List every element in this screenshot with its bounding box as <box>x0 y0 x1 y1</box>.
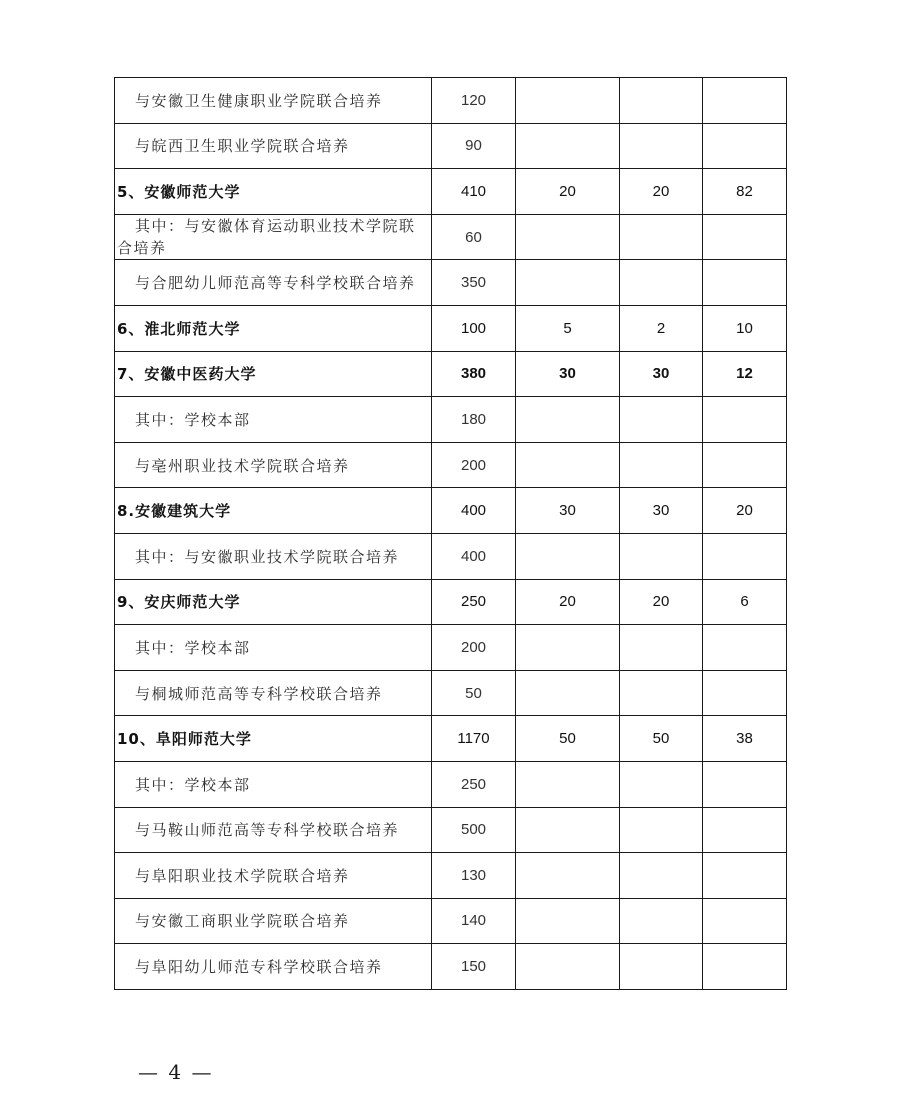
quota-col-2-cell: 30 <box>516 351 620 397</box>
page-number: — 4 — <box>138 1060 214 1084</box>
sub-row <box>115 944 787 990</box>
sub-row <box>115 761 787 807</box>
quota-col-3-cell: 20 <box>620 579 703 625</box>
quota-col-3-cell <box>620 807 703 853</box>
institution-name: 与亳州职业技术学院联合培养 <box>115 442 432 488</box>
quota-col-3-cell: 20 <box>620 169 703 215</box>
quota-col-3-cell <box>620 260 703 306</box>
quota-col-3-cell <box>620 214 703 260</box>
sub-row <box>115 214 787 260</box>
quota-col-4-cell: 20 <box>703 488 787 534</box>
institution-name: 9、安庆师范大学 <box>115 579 432 625</box>
total-quota-cell: 380 <box>432 351 516 397</box>
total-quota-cell: 410 <box>432 169 516 215</box>
quota-col-3-cell <box>620 78 703 124</box>
quota-col-4-cell <box>703 898 787 944</box>
quota-col-3-cell: 2 <box>620 305 703 351</box>
quota-col-3-cell <box>620 533 703 579</box>
institution-name: 与阜阳幼儿师范专科学校联合培养 <box>115 944 432 990</box>
total-quota-cell: 130 <box>432 853 516 899</box>
institution-name: 其中：与安徽体育运动职业技术学院联合培养 <box>115 214 432 260</box>
total-quota-cell: 100 <box>432 305 516 351</box>
total-quota-cell: 500 <box>432 807 516 853</box>
quota-col-4-cell <box>703 78 787 124</box>
total-quota-cell: 250 <box>432 761 516 807</box>
quota-col-2-cell <box>516 260 620 306</box>
enrollment-quota-table <box>114 77 787 990</box>
institution-name: 与皖西卫生职业学院联合培养 <box>115 123 432 169</box>
quota-col-2-cell <box>516 807 620 853</box>
sub-row <box>115 397 787 443</box>
quota-col-2-cell <box>516 533 620 579</box>
quota-col-3-cell: 30 <box>620 488 703 534</box>
total-quota-cell: 180 <box>432 397 516 443</box>
institution-name: 与马鞍山师范高等专科学校联合培养 <box>115 807 432 853</box>
institution-name: 其中：学校本部 <box>115 625 432 671</box>
university-row <box>115 305 787 351</box>
total-quota-cell: 60 <box>432 214 516 260</box>
institution-name: 其中：学校本部 <box>115 397 432 443</box>
quota-col-2-cell <box>516 944 620 990</box>
university-row <box>115 169 787 215</box>
sub-row <box>115 260 787 306</box>
sub-row <box>115 898 787 944</box>
sub-row <box>115 123 787 169</box>
quota-col-4-cell: 12 <box>703 351 787 397</box>
total-quota-cell: 200 <box>432 625 516 671</box>
quota-col-3-cell <box>620 670 703 716</box>
total-quota-cell: 50 <box>432 670 516 716</box>
table-body <box>115 78 787 990</box>
total-quota-cell: 200 <box>432 442 516 488</box>
quota-col-2-cell <box>516 78 620 124</box>
quota-col-4-cell <box>703 761 787 807</box>
quota-col-3-cell <box>620 442 703 488</box>
quota-col-2-cell <box>516 397 620 443</box>
total-quota-cell: 140 <box>432 898 516 944</box>
quota-col-2-cell: 30 <box>516 488 620 534</box>
quota-col-2-cell: 20 <box>516 579 620 625</box>
quota-col-4-cell <box>703 260 787 306</box>
total-quota-cell: 1170 <box>432 716 516 762</box>
quota-col-4-cell <box>703 442 787 488</box>
institution-name: 5、安徽师范大学 <box>115 169 432 215</box>
quota-col-4-cell <box>703 944 787 990</box>
university-row <box>115 488 787 534</box>
quota-col-4-cell <box>703 625 787 671</box>
quota-col-3-cell <box>620 944 703 990</box>
quota-col-4-cell: 82 <box>703 169 787 215</box>
quota-col-4-cell <box>703 670 787 716</box>
quota-col-3-cell <box>620 853 703 899</box>
sub-row <box>115 670 787 716</box>
total-quota-cell: 250 <box>432 579 516 625</box>
institution-name: 6、淮北师范大学 <box>115 305 432 351</box>
quota-col-2-cell <box>516 761 620 807</box>
quota-col-3-cell <box>620 123 703 169</box>
quota-col-3-cell <box>620 898 703 944</box>
institution-name: 与合肥幼儿师范高等专科学校联合培养 <box>115 260 432 306</box>
quota-col-4-cell: 38 <box>703 716 787 762</box>
quota-col-4-cell <box>703 533 787 579</box>
quota-col-4-cell <box>703 853 787 899</box>
quota-col-2-cell: 20 <box>516 169 620 215</box>
university-row <box>115 716 787 762</box>
quota-col-2-cell <box>516 214 620 260</box>
quota-col-3-cell: 30 <box>620 351 703 397</box>
quota-col-2-cell <box>516 625 620 671</box>
total-quota-cell: 400 <box>432 488 516 534</box>
institution-name: 其中：与安徽职业技术学院联合培养 <box>115 533 432 579</box>
sub-row <box>115 807 787 853</box>
quota-col-3-cell <box>620 761 703 807</box>
sub-row <box>115 442 787 488</box>
university-row <box>115 579 787 625</box>
quota-col-4-cell <box>703 214 787 260</box>
quota-col-3-cell <box>620 397 703 443</box>
sub-row <box>115 625 787 671</box>
quota-col-4-cell <box>703 807 787 853</box>
quota-col-4-cell: 6 <box>703 579 787 625</box>
total-quota-cell: 120 <box>432 78 516 124</box>
quota-col-2-cell: 50 <box>516 716 620 762</box>
quota-col-4-cell <box>703 123 787 169</box>
institution-name: 其中：学校本部 <box>115 761 432 807</box>
quota-col-4-cell: 10 <box>703 305 787 351</box>
quota-col-3-cell <box>620 625 703 671</box>
quota-col-2-cell <box>516 670 620 716</box>
total-quota-cell: 90 <box>432 123 516 169</box>
university-row <box>115 351 787 397</box>
quota-col-2-cell <box>516 853 620 899</box>
total-quota-cell: 400 <box>432 533 516 579</box>
quota-col-2-cell: 5 <box>516 305 620 351</box>
institution-name: 与桐城师范高等专科学校联合培养 <box>115 670 432 716</box>
quota-col-2-cell <box>516 442 620 488</box>
sub-row <box>115 78 787 124</box>
institution-name: 10、阜阳师范大学 <box>115 716 432 762</box>
institution-name: 与阜阳职业技术学院联合培养 <box>115 853 432 899</box>
quota-col-2-cell <box>516 898 620 944</box>
total-quota-cell: 150 <box>432 944 516 990</box>
sub-row <box>115 853 787 899</box>
total-quota-cell: 350 <box>432 260 516 306</box>
sub-row <box>115 533 787 579</box>
institution-name: 与安徽工商职业学院联合培养 <box>115 898 432 944</box>
institution-name: 与安徽卫生健康职业学院联合培养 <box>115 78 432 124</box>
institution-name: 8.安徽建筑大学 <box>115 488 432 534</box>
quota-col-2-cell <box>516 123 620 169</box>
quota-col-3-cell: 50 <box>620 716 703 762</box>
quota-col-4-cell <box>703 397 787 443</box>
institution-name: 7、安徽中医药大学 <box>115 351 432 397</box>
